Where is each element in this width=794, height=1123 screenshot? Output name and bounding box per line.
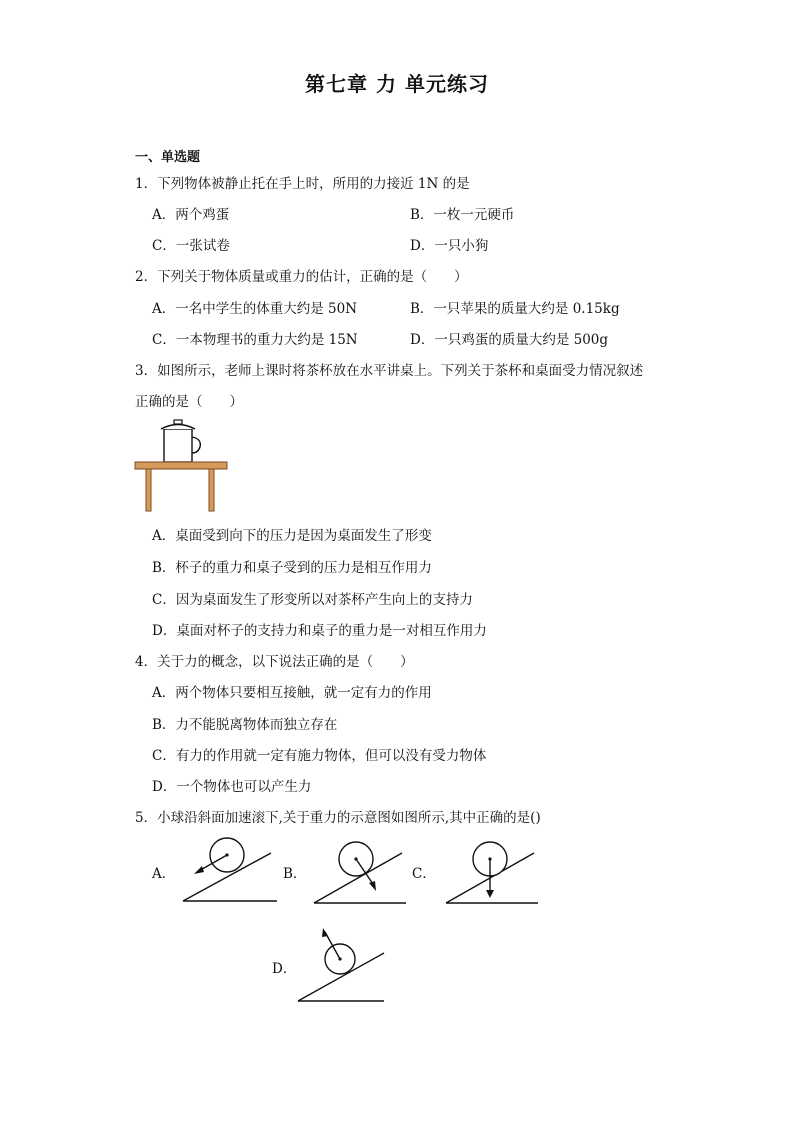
question-3-option-a: A．桌面受到向下的压力是因为桌面发生了形变	[152, 528, 432, 544]
question-1-option-d: D．一只小狗	[410, 238, 489, 254]
table-icon	[135, 462, 227, 511]
page-title: 第七章 力 单元练习	[305, 72, 489, 96]
incline-figure-d	[292, 925, 392, 1005]
question-4-option-d: D．一个物体也可以产生力	[152, 779, 312, 795]
question-5-stem: 5．小球沿斜面加速滚下,关于重力的示意图如图所示,其中正确的是()	[135, 810, 541, 826]
section-heading: 一、单选题	[135, 150, 201, 165]
figure-d-label: D．	[272, 961, 297, 977]
question-3-option-d: D．桌面对杯子的支持力和桌子的重力是一对相互作用力	[152, 623, 487, 639]
question-4-stem: 4．关于力的概念，以下说法正确的是（ ）	[135, 654, 414, 670]
incline-figure-b	[306, 835, 416, 907]
question-1-option-c: C．一张试卷	[152, 238, 230, 254]
question-4-option-a: A．两个物体只要相互接触，就一定有力的作用	[152, 685, 432, 701]
figure-c-label: C．	[412, 866, 436, 882]
table-with-cup-figure	[130, 415, 230, 515]
question-2-option-b: B．一只苹果的质量大约是 0.15kg	[410, 301, 620, 317]
figure-a-label: A．	[152, 866, 176, 882]
question-3-stem-line-2: 正确的是（ ）	[135, 394, 243, 410]
figure-b-label: B．	[283, 866, 307, 882]
question-2-option-d: D．一只鸡蛋的质量大约是 500g	[410, 332, 609, 348]
question-3-option-c: C．因为桌面发生了形变所以对茶杯产生向上的支持力	[152, 592, 473, 608]
teacup-icon	[161, 420, 200, 462]
question-3-stem-line-1: 3．如图所示，老师上课时将茶杯放在水平讲桌上。下列关于茶杯和桌面受力情况叙述	[135, 363, 644, 379]
incline-figure-a	[175, 835, 285, 907]
question-1-option-b: B．一枚一元硬币	[410, 207, 515, 223]
question-1-stem: 1．下列物体被静止托在手上时，所用的力接近 1N 的是	[135, 176, 470, 192]
question-2-option-a: A．一名中学生的体重大约是 50N	[152, 301, 358, 317]
question-1-option-a: A．两个鸡蛋	[152, 207, 230, 223]
question-3-option-b: B．杯子的重力和桌子受到的压力是相互作用力	[152, 560, 432, 576]
question-4-option-b: B．力不能脱离物体而独立存在	[152, 717, 338, 733]
incline-figure-c	[438, 835, 548, 907]
question-2-option-c: C．一本物理书的重力大约是 15N	[152, 332, 358, 348]
question-2-stem: 2．下列关于物体质量或重力的估计，正确的是（ ）	[135, 269, 468, 285]
question-4-option-c: C．有力的作用就一定有施力物体，但可以没有受力物体	[152, 748, 487, 764]
